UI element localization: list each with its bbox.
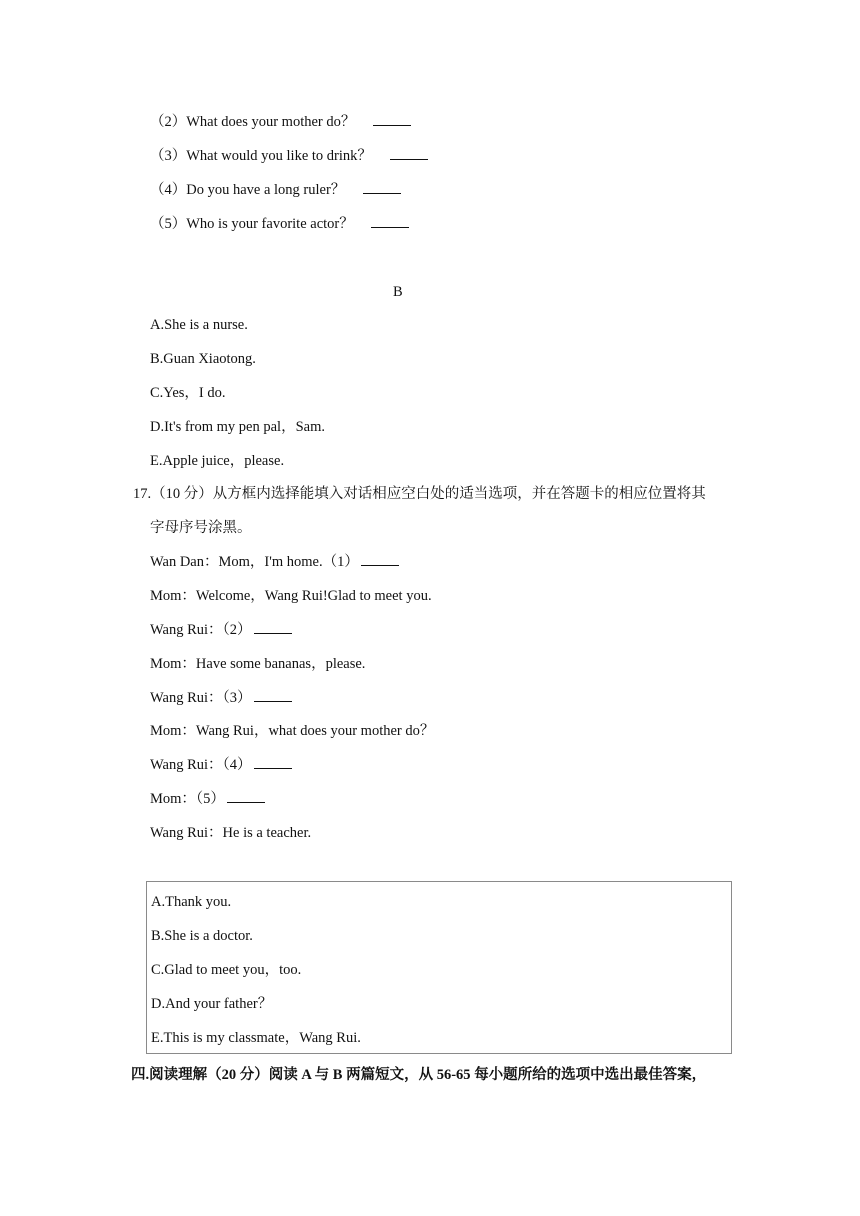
question-text: Who is your favorite actor？ <box>186 216 354 232</box>
dialogue-line-6 <box>150 722 434 740</box>
dialogue-line-9 <box>150 824 311 842</box>
question-number: （3） <box>150 148 187 164</box>
section-4-heading <box>131 1066 706 1084</box>
answer-blank[interactable] <box>390 147 428 160</box>
section-4-range: 56-65 <box>436 1067 471 1083</box>
dialogue-text: （3） <box>222 690 252 706</box>
dialogue-text: Wang Rui，what does your mother do？ <box>195 723 435 739</box>
dialogue-text: He is a teacher. <box>222 825 312 841</box>
dialogue-line-5 <box>150 689 292 707</box>
dialogue-text: Welcome，Wang Rui!Glad to meet you. <box>195 588 432 604</box>
question-text: Do you have a long ruler？ <box>186 182 346 198</box>
dialogue-text: （2） <box>222 622 252 638</box>
speaker: Wang Rui： <box>150 690 223 706</box>
question-text: What does your mother do？ <box>186 114 356 130</box>
speaker: Mom： <box>150 588 196 604</box>
box-option-c: C.Glad to meet you，too. <box>151 962 302 978</box>
speaker: Wang Rui： <box>150 622 223 638</box>
answer-blank[interactable] <box>254 621 292 634</box>
answer-blank[interactable] <box>373 113 411 126</box>
question-item-3 <box>150 147 428 165</box>
answer-blank[interactable] <box>254 756 292 769</box>
question-item-5 <box>150 215 409 233</box>
section-4-text: 每小题所给的选项中选出最佳答案， <box>470 1067 707 1083</box>
speaker: Mom： <box>150 656 196 672</box>
dialogue-text: Have some bananas，please. <box>195 656 366 672</box>
speaker: Wan Dan： <box>150 554 219 570</box>
question-item-2 <box>150 113 411 131</box>
q17-instruction-line2: 字母序号涂黑。 <box>150 520 252 536</box>
box-option-d: D.And your father？ <box>151 996 273 1012</box>
box-option-e: E.This is my classmate，Wang Rui. <box>151 1030 361 1046</box>
question-number: （2） <box>150 114 187 130</box>
dialogue-text: （5） <box>195 791 225 807</box>
section-4-text: 四.阅读理解（ <box>131 1067 222 1083</box>
answer-blank[interactable] <box>361 553 399 566</box>
question-number: （4） <box>150 182 187 198</box>
question-text: What would you like to drink？ <box>186 148 372 164</box>
q17-number: 17. <box>133 486 152 502</box>
dialogue-text: （4） <box>222 757 252 773</box>
dialogue-line-4 <box>150 655 365 673</box>
section-4-score: 20 <box>221 1067 237 1083</box>
option-b: B.Guan Xiaotong. <box>150 351 256 367</box>
dialogue-line-3 <box>150 621 292 639</box>
box-option-b: B.She is a doctor. <box>151 928 253 944</box>
answer-blank[interactable] <box>363 181 401 194</box>
answer-blank[interactable] <box>254 689 292 702</box>
q17-instruction-line1 <box>133 485 706 503</box>
answer-blank[interactable] <box>371 215 409 228</box>
box-option-a: A.Thank you. <box>151 894 232 910</box>
speaker: Wang Rui： <box>150 757 223 773</box>
option-d: D.It's from my pen pal，Sam. <box>150 419 325 435</box>
option-a: A.She is a nurse. <box>150 317 248 333</box>
dialogue-line-7 <box>150 756 292 774</box>
question-number: （5） <box>150 216 187 232</box>
section-4-text: 两篇短文，从 <box>342 1067 437 1083</box>
section-4-text: 与 <box>311 1067 333 1083</box>
option-e: E.Apple juice，please. <box>150 453 285 469</box>
q17-score: （10 分） <box>151 486 213 502</box>
speaker: Mom： <box>150 791 196 807</box>
question-item-4 <box>150 181 401 199</box>
answer-blank[interactable] <box>227 790 265 803</box>
speaker: Wang Rui： <box>150 825 223 841</box>
speaker: Mom： <box>150 723 196 739</box>
section-4-passage-a: A <box>301 1067 312 1083</box>
dialogue-text: Mom，I'm home.（1） <box>218 554 359 570</box>
option-c: C.Yes，I do. <box>150 385 226 401</box>
section-4-text: 分）阅读 <box>236 1067 302 1083</box>
dialogue-line-8 <box>150 790 265 808</box>
dialogue-line-1 <box>150 553 399 571</box>
section-4-passage-b: B <box>332 1067 343 1083</box>
q17-instruction-text: 从方框内选择能填入对话相应空白处的适当选项，并在答题卡的相应位置将其 <box>212 486 706 502</box>
dialogue-line-2 <box>150 587 432 605</box>
column-b-heading: B <box>393 284 403 300</box>
